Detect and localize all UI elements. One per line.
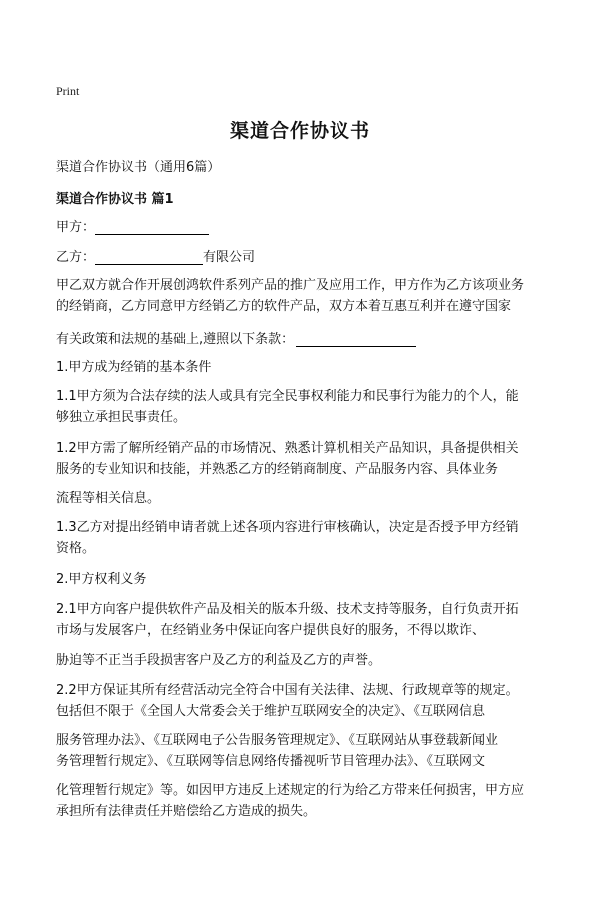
paragraph-line: 2.1甲方向客户提供软件产品及相关的版本升级、技术支持等服务，自行负责开拓 [56,602,519,617]
party-a-label: 甲方： [56,220,96,235]
party-a-field [56,216,209,235]
paragraph-line: 1.2甲方需了解所经销产品的市场情况、熟悉计算机相关产品知识，具备提供相关 [56,441,519,456]
paragraph [56,730,550,772]
paragraph [56,438,550,480]
paragraph-line: 务管理暂行规定》、《互联网等信息网络传播视听节目管理办法》、《互联网文 [56,754,486,769]
paragraph-line: 服务管理办法》、《互联网电子公告服务管理规定》、《互联网站从事登载新闻业 [56,733,499,748]
print-label: Print [56,84,80,98]
section-title: 渠道合作协议书 篇1 [56,192,174,207]
party-a-blank [95,219,209,235]
paragraph-line: 流程等相关信息。 [56,491,161,506]
paragraph-line: 1.3乙方对提出经销申请者就上述各项内容进行审核确认，决定是否授予甲方经销 [56,520,519,535]
paragraph-line: 1.甲方成为经销的基本条件 [56,360,212,375]
paragraph [56,517,550,559]
paragraph [56,599,550,641]
paragraph-line: 2.2甲方保证其所有经营活动完全符合中国有关法律、法规、行政规章等的规定。 [56,683,519,698]
paragraph [56,357,550,378]
paragraph-line: 服务的专业知识和技能，并熟悉乙方的经销商制度、产品服务内容、具体业务 [56,462,499,477]
paragraph-line: 甲乙双方就合作开展创鸿软件系列产品的推广及应用工作，甲方作为乙方该项业务 [56,278,525,293]
party-b-field [56,246,255,265]
paragraph [56,488,550,509]
paragraph [56,386,550,428]
paragraph-line: 市场与发展客户，在经销业务中保证向客户提供良好的服务，不得以欺诈、 [56,623,486,638]
paragraph [56,275,550,317]
document-title: 渠道合作协议书 [229,120,370,142]
paragraph-line: 2.甲方权利义务 [56,572,147,587]
paragraph-line: 的经销商，乙方同意甲方经销乙方的软件产品，双方本着互惠互利并在遵守国家 [56,299,512,314]
paragraph-line: 1.1甲方须为合法存续的法人或具有完全民事权利能力和民事行为能力的个人，能 [56,389,519,404]
party-b-label: 乙方： [56,250,96,265]
paragraph-line: 够独立承担民事责任。 [56,410,187,425]
paragraph-line: 化管理暂行规定》等。如因甲方违反上述规定的行为给乙方带来任何损害，甲方应 [56,783,525,798]
paragraph [56,680,550,722]
paragraph [56,329,550,350]
document-subtitle: 渠道合作协议书（通用6篇） [56,160,221,175]
paragraph [56,650,550,671]
party-b-suffix: 有限公司 [203,250,256,265]
paragraph [56,780,550,822]
party-b-blank [95,249,203,265]
paragraph-line: 资格。 [56,541,96,556]
paragraph-line: 胁迫等不正当手段损害客户及乙方的利益及乙方的声誉。 [56,653,382,668]
paragraph-line: 包括但不限于《全国人大常委会关于维护互联网安全的决定》、《互联网信息 [56,704,486,719]
paragraph [56,569,550,590]
terms-blank [296,331,416,347]
paragraph-line: 有关政策和法规的基础上,遵照以下条款： [56,332,295,347]
paragraph-line: 承担所有法律责任并赔偿给乙方造成的损失。 [56,804,317,819]
